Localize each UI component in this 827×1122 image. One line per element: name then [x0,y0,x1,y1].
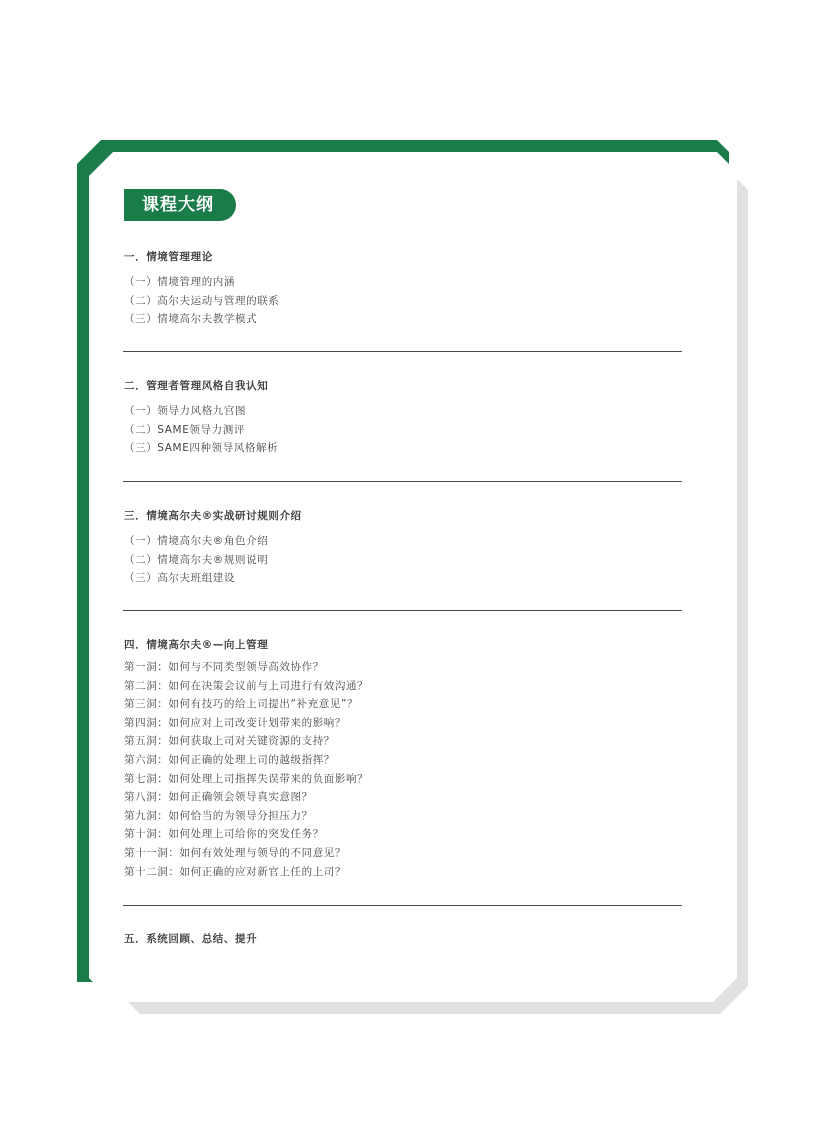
section-items-3 [124,532,268,588]
divider [123,351,682,352]
list-item: 第九洞：如何恰当的为领导分担压力？ [124,809,313,822]
list-item: 第十洞：如何处理上司给你的突发任务？ [124,828,324,841]
divider [123,481,682,482]
divider [123,610,682,611]
list-item: 第三洞：如何有技巧的给上司提出“补充意见”？ [124,698,359,711]
section-items-1 [124,273,279,329]
list-item: 第七洞：如何处理上司指挥失误带来的负面影响？ [124,772,369,785]
divider [123,905,682,906]
section-items-4 [124,658,368,881]
section-heading-2: 二．管理者管理风格自我认知 [124,380,269,392]
list-item: （三）SAME四种领导风格解析 [124,442,279,455]
list-item: 第十一洞：如何有效处理与领导的不同意见？ [124,846,346,859]
list-item: 第一洞：如何与不同类型领导高效协作？ [124,661,324,673]
list-item: （三）高尔夫班组建设 [124,572,235,585]
section-heading-5: 五．系统回顾、总结、提升 [124,933,258,945]
list-item: （一）情境管理的内涵 [124,276,235,288]
list-item: 第二洞：如何在决策会议前与上司进行有效沟通？ [124,679,369,692]
list-item: （二）SAME领导力测评 [124,423,245,436]
list-item: （二）情境高尔夫®规则说明 [124,553,269,566]
list-item: 第六洞：如何正确的处理上司的越级指挥？ [124,753,335,766]
section-heading-1: 一．情境管理理论 [124,251,213,263]
section-items-2 [124,402,278,458]
list-item: （一）领导力风格九宫图 [124,405,247,417]
section-heading-4: 四．情境高尔夫®—向上管理 [124,639,269,651]
list-item: （二）高尔夫运动与管理的联系 [124,294,280,307]
section-heading-3: 三．情境高尔夫®实战研讨规则介绍 [124,510,302,522]
list-item: 第八洞：如何正确领会领导真实意图？ [124,791,313,804]
page-title: 课程大纲 [124,189,236,221]
list-item: 第十二洞：如何正确的应对新官上任的上司？ [124,865,346,878]
list-item: （一）情境高尔夫®角色介绍 [124,535,269,547]
list-item: 第五洞：如何获取上司对关键资源的支持？ [124,735,335,748]
list-item: （三）情境高尔夫教学模式 [124,313,258,326]
list-item: 第四洞：如何应对上司改变计划带来的影响？ [124,716,346,729]
